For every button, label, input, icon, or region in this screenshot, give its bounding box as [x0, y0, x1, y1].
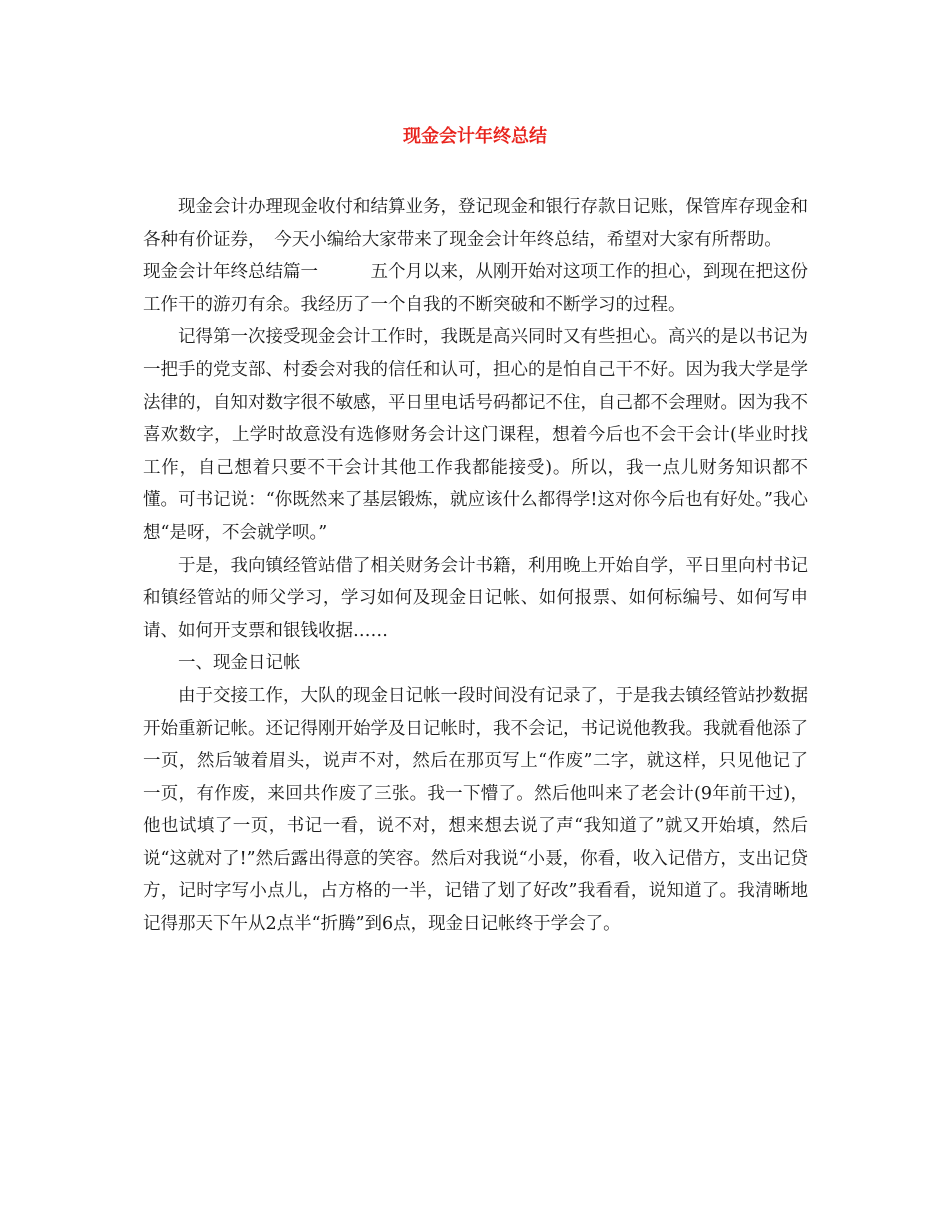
paragraph-first-time: 记得第一次接受现金会计工作时，我既是高兴同时又有些担心。高兴的是以书记为一把手的党支部、村委会对我的信任和认可，担心的是怕自己干不好。因为我大学是学法律的，自知对数字很不敏感，平日里电话号码都记不住，自己都不会理财。因为我不喜欢数字，上学时故意没有选修财务会计这门课程，想着今后也不会干会计(毕业时找工作，自己想着只要不干会计其他工作我都能接受)。所以，我一点儿财务知识都不懂。可书记说：“你既然来了基层锻炼，就应该什么都得学!这对你今后也有好处。”我心想“是呀，不会就学呗。”	[143, 327, 808, 543]
heading-cash-journal: 一、现金日记帐	[178, 653, 301, 674]
paragraph-intro: 现金会计办理现金收付和结算业务，登记现金和银行存款日记账，保管库存现金和各种有价证券， 今天小编给大家带来了现金会计年终总结，希望对大家有所帮助。	[143, 197, 808, 250]
paragraph-section-one: 现金会计年终总结篇一 五个月以来，从刚开始对这项工作的担心，到现在把这份工作干的游刃有余。我经历了一个自我的不断突破和不断学习的过程。	[143, 262, 808, 315]
document-title: 现金会计年终总结	[403, 126, 547, 147]
paragraph-cash-journal: 由于交接工作，大队的现金日记帐一段时间没有记录了，于是我去镇经管站抄数据开始重新记帐。还记得刚开始学及日记帐时，我不会记，书记说他教我。我就看他添了一页，然后皱着眉头，说声不对，然后在那页写上“作废”二字，就这样，只见他记了一页，有作废，来回共作废了三张。我一下懵了。然后他叫来了老会计(9年前干过)，他也试填了一页，书记一看，说不对，想来想去说了声“我知道了”就又开始填，然后说“这就对了!”然后露出得意的笑容。然后对我说“小聂，你看，收入记借方，支出记贷方，记时字写小点儿，占方格的一半，记错了划了好改”我看看，说知道了。我清晰地记得那天下午从2点半“折腾”到6点，现金日记帐终于学会了。	[143, 685, 808, 935]
document-body	[143, 191, 808, 941]
paragraph-self-study: 于是，我向镇经管站借了相关财务会计书籍，利用晚上开始自学，平日里向村书记和镇经管站的师父学习，学习如何及现金日记帐、如何报票、如何标编号、如何写申请、如何开支票和银钱收据……	[143, 555, 808, 641]
